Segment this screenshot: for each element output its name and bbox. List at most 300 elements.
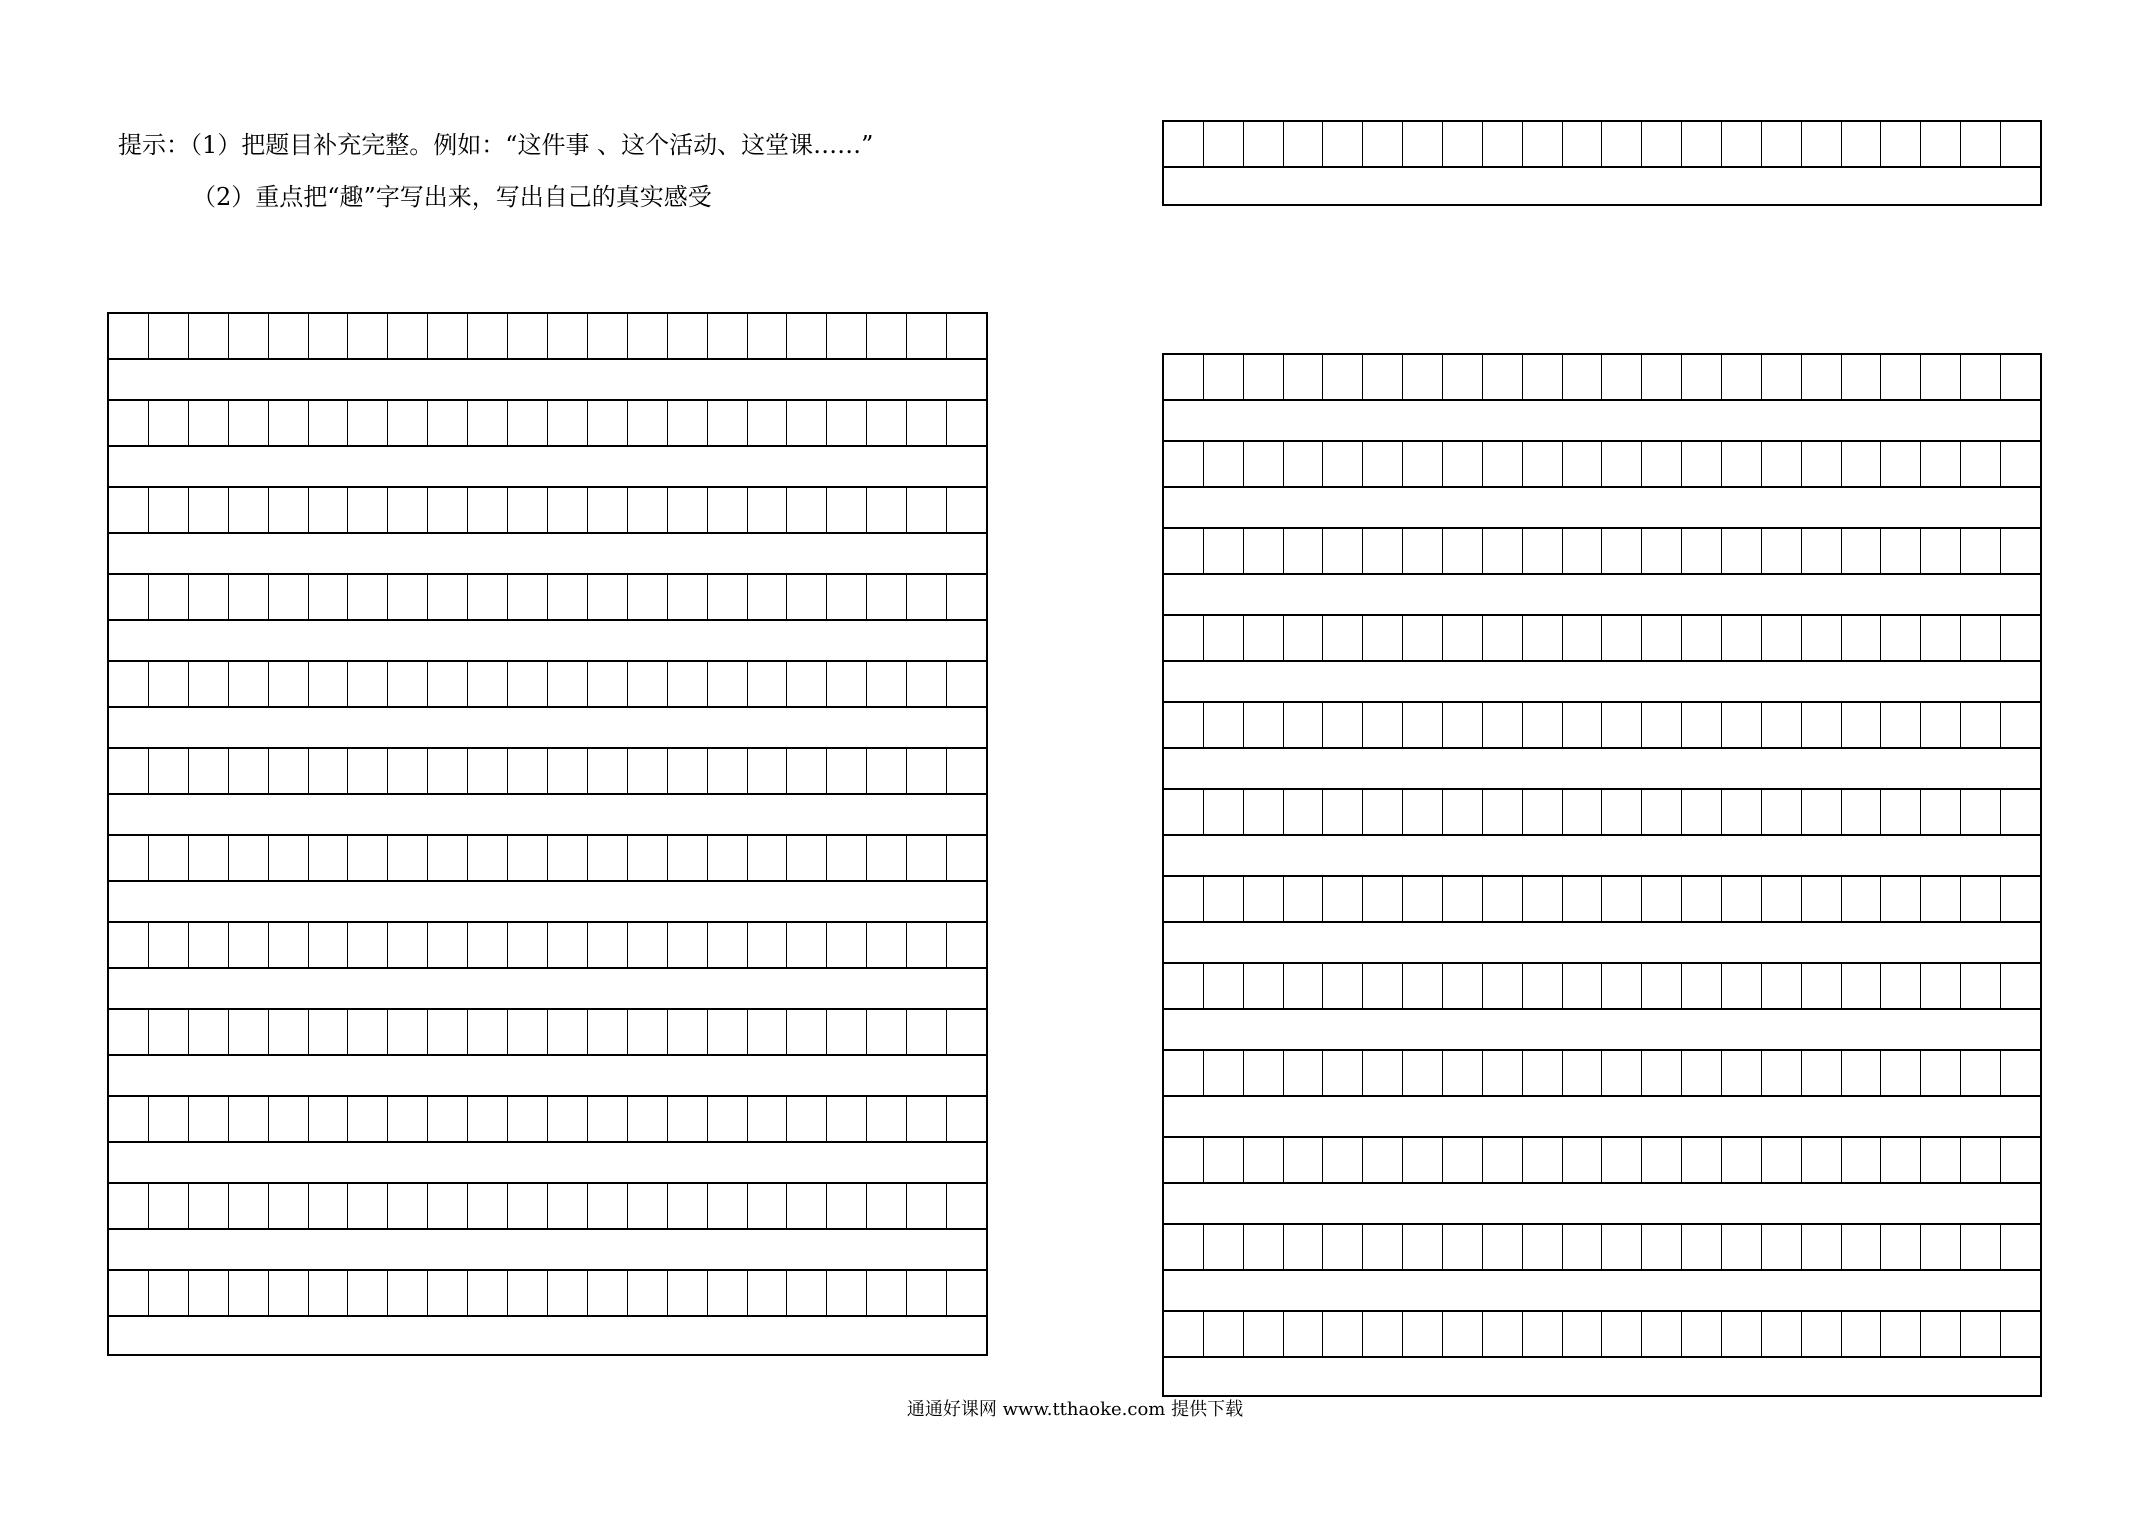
grid-cell — [1323, 442, 1363, 486]
grid-cell — [1523, 1138, 1563, 1182]
grid-cell — [149, 836, 189, 880]
grid-cell — [468, 1010, 508, 1054]
grid-cell — [588, 1010, 628, 1054]
grid-cell — [388, 1010, 428, 1054]
grid-cell — [1921, 1312, 1961, 1356]
grid-cell — [309, 1097, 349, 1141]
grid-cell — [428, 1184, 468, 1228]
grid-cell — [1563, 790, 1603, 834]
grid-cell — [388, 575, 428, 619]
grid-cell — [1204, 355, 1244, 399]
grid-cell — [1802, 1225, 1842, 1269]
grid-cell — [1722, 442, 1762, 486]
grid-cell — [1244, 703, 1284, 747]
grid-cell — [1403, 877, 1443, 921]
grid-cell — [1403, 1312, 1443, 1356]
grid-cell — [1363, 355, 1403, 399]
grid-cell — [1363, 877, 1403, 921]
grid-cell — [189, 488, 229, 532]
grid-cell — [1403, 703, 1443, 747]
grid-cell — [827, 401, 867, 445]
grid-cell — [1523, 122, 1563, 166]
grid-cell — [947, 1271, 986, 1315]
grid-cell — [1244, 1312, 1284, 1356]
grid-cell — [1323, 529, 1363, 573]
grid-cell — [947, 836, 986, 880]
grid-cell — [1244, 442, 1284, 486]
grid-cell — [588, 488, 628, 532]
grid-cell — [787, 1184, 827, 1228]
grid-cell — [1921, 442, 1961, 486]
grid-cell — [269, 749, 309, 793]
grid-cell — [508, 1184, 548, 1228]
grid-cell — [348, 923, 388, 967]
grid-cell — [149, 1010, 189, 1054]
grid-cell — [787, 662, 827, 706]
grid-cell — [1323, 616, 1363, 660]
grid-row — [107, 921, 988, 969]
grid-cell — [708, 836, 748, 880]
grid-cell — [309, 1184, 349, 1228]
grid-cell — [708, 923, 748, 967]
grid-cell — [1802, 1138, 1842, 1182]
grid-cell — [1921, 616, 1961, 660]
grid-cell — [229, 488, 269, 532]
grid-cell — [2001, 964, 2040, 1008]
grid-cell — [388, 1271, 428, 1315]
grid-spacer-row — [107, 447, 988, 486]
grid-cell — [2001, 122, 2040, 166]
grid-cell — [1204, 703, 1244, 747]
grid-cell — [1563, 703, 1603, 747]
grid-cell — [867, 749, 907, 793]
grid-cell — [229, 749, 269, 793]
writing-grid-right — [1162, 353, 2042, 1397]
grid-cell — [109, 662, 149, 706]
grid-cell — [1443, 442, 1483, 486]
grid-cell — [628, 1271, 668, 1315]
grid-cell — [628, 575, 668, 619]
grid-cell — [1881, 442, 1921, 486]
grid-cell — [947, 749, 986, 793]
grid-cell — [548, 488, 588, 532]
grid-cell — [269, 575, 309, 619]
grid-cell — [1244, 529, 1284, 573]
grid-cell — [309, 1010, 349, 1054]
grid-cell — [907, 923, 947, 967]
grid-cell — [668, 923, 708, 967]
grid-cell — [109, 923, 149, 967]
grid-cell — [1842, 355, 1882, 399]
grid-cell — [1204, 122, 1244, 166]
grid-cell — [708, 1184, 748, 1228]
grid-cell — [309, 923, 349, 967]
grid-cell — [189, 401, 229, 445]
grid-cell — [1722, 355, 1762, 399]
grid-cell — [189, 923, 229, 967]
grid-cell — [1802, 790, 1842, 834]
grid-cell — [348, 836, 388, 880]
grid-cell — [309, 836, 349, 880]
grid-cell — [1284, 616, 1324, 660]
grid-cell — [1762, 122, 1802, 166]
grid-cell — [1363, 442, 1403, 486]
grid-cell — [428, 575, 468, 619]
grid-cell — [1802, 964, 1842, 1008]
grid-cell — [1842, 790, 1882, 834]
grid-spacer-row — [107, 708, 988, 747]
grid-cell — [468, 314, 508, 358]
grid-cell — [1443, 964, 1483, 1008]
grid-cell — [748, 1010, 788, 1054]
grid-cell — [468, 1097, 508, 1141]
grid-cell — [1204, 964, 1244, 1008]
grid-cell — [1443, 355, 1483, 399]
grid-cell — [1602, 1225, 1642, 1269]
grid-cell — [867, 1097, 907, 1141]
grid-cell — [1682, 1225, 1722, 1269]
grid-cell — [907, 314, 947, 358]
grid-cell — [1403, 790, 1443, 834]
grid-cell — [149, 314, 189, 358]
grid-cell — [548, 836, 588, 880]
grid-cell — [1563, 877, 1603, 921]
grid-cell — [428, 749, 468, 793]
grid-cell — [1284, 703, 1324, 747]
grid-cell — [1403, 1225, 1443, 1269]
grid-cell — [947, 314, 986, 358]
grid-cell — [309, 488, 349, 532]
grid-cell — [548, 749, 588, 793]
grid-cell — [1642, 355, 1682, 399]
grid-cell — [548, 575, 588, 619]
grid-cell — [1961, 964, 2001, 1008]
grid-cell — [1921, 355, 1961, 399]
grid-cell — [668, 1097, 708, 1141]
grid-cell — [1483, 355, 1523, 399]
grid-cell — [1762, 529, 1802, 573]
grid-cell — [1762, 703, 1802, 747]
grid-cell — [787, 923, 827, 967]
grid-cell — [109, 401, 149, 445]
grid-cell — [1563, 122, 1603, 166]
grid-cell — [668, 836, 708, 880]
grid-cell — [1682, 616, 1722, 660]
grid-cell — [867, 923, 907, 967]
grid-spacer-row — [107, 882, 988, 921]
grid-cell — [708, 1271, 748, 1315]
grid-cell — [827, 749, 867, 793]
grid-cell — [1842, 616, 1882, 660]
grid-cell — [348, 1097, 388, 1141]
grid-cell — [428, 662, 468, 706]
grid-cell — [907, 575, 947, 619]
grid-cell — [388, 401, 428, 445]
grid-cell — [1523, 790, 1563, 834]
grid-cell — [508, 1271, 548, 1315]
grid-cell — [1204, 1051, 1244, 1095]
grid-row — [1162, 353, 2042, 401]
grid-cell — [1483, 877, 1523, 921]
grid-cell — [1842, 1312, 1882, 1356]
grid-cell — [189, 662, 229, 706]
grid-cell — [1563, 1225, 1603, 1269]
grid-cell — [827, 488, 867, 532]
grid-cell — [229, 1184, 269, 1228]
grid-cell — [1403, 442, 1443, 486]
hint-line-1: 提示：（1）把题目补充完整。例如：“这件事 、这个活动、这堂课……” — [118, 131, 874, 159]
grid-cell — [588, 1271, 628, 1315]
grid-cell — [827, 923, 867, 967]
grid-cell — [1921, 703, 1961, 747]
grid-cell — [1523, 616, 1563, 660]
grid-cell — [1284, 1051, 1324, 1095]
grid-cell — [1802, 877, 1842, 921]
grid-cell — [1881, 703, 1921, 747]
grid-cell — [1881, 122, 1921, 166]
grid-cell — [708, 401, 748, 445]
grid-cell — [229, 923, 269, 967]
grid-row — [107, 573, 988, 621]
grid-cell — [1642, 1225, 1682, 1269]
grid-cell — [827, 1271, 867, 1315]
grid-cell — [1602, 442, 1642, 486]
grid-cell — [1682, 703, 1722, 747]
grid-cell — [2001, 442, 2040, 486]
grid-spacer-row — [107, 1230, 988, 1269]
grid-cell — [548, 662, 588, 706]
grid-cell — [1642, 442, 1682, 486]
grid-cell — [1483, 790, 1523, 834]
grid-cell — [1602, 122, 1642, 166]
grid-cell — [1244, 1225, 1284, 1269]
grid-cell — [1244, 122, 1284, 166]
grid-cell — [1762, 877, 1802, 921]
grid-cell — [2001, 1225, 2040, 1269]
grid-cell — [468, 923, 508, 967]
grid-cell — [668, 1010, 708, 1054]
grid-cell — [1323, 1051, 1363, 1095]
grid-cell — [787, 1010, 827, 1054]
grid-cell — [748, 314, 788, 358]
grid-cell — [588, 749, 628, 793]
grid-cell — [508, 401, 548, 445]
grid-cell — [1602, 964, 1642, 1008]
grid-spacer-row — [1162, 488, 2042, 527]
grid-spacer-row — [107, 360, 988, 399]
grid-cell — [1842, 122, 1882, 166]
grid-cell — [468, 575, 508, 619]
grid-cell — [1164, 616, 1204, 660]
grid-cell — [668, 314, 708, 358]
grid-row — [1162, 788, 2042, 836]
grid-cell — [1961, 1225, 2001, 1269]
grid-cell — [1443, 1051, 1483, 1095]
grid-cell — [1323, 964, 1363, 1008]
grid-cell — [2001, 877, 2040, 921]
grid-cell — [1842, 877, 1882, 921]
grid-cell — [149, 662, 189, 706]
grid-cell — [628, 401, 668, 445]
grid-cell — [348, 314, 388, 358]
grid-cell — [1284, 964, 1324, 1008]
grid-cell — [947, 488, 986, 532]
grid-row — [107, 747, 988, 795]
grid-cell — [867, 1010, 907, 1054]
grid-cell — [748, 662, 788, 706]
grid-row — [107, 1008, 988, 1056]
grid-cell — [1642, 1138, 1682, 1182]
grid-cell — [1921, 122, 1961, 166]
grid-spacer-row — [1162, 1358, 2042, 1397]
grid-cell — [1762, 355, 1802, 399]
grid-cell — [1802, 355, 1842, 399]
grid-cell — [907, 662, 947, 706]
grid-cell — [907, 749, 947, 793]
grid-cell — [907, 1010, 947, 1054]
grid-cell — [508, 1010, 548, 1054]
grid-row — [1162, 440, 2042, 488]
grid-cell — [548, 1097, 588, 1141]
grid-cell — [548, 1184, 588, 1228]
grid-cell — [1403, 529, 1443, 573]
grid-cell — [1881, 964, 1921, 1008]
grid-cell — [1682, 964, 1722, 1008]
grid-cell — [1284, 529, 1324, 573]
grid-cell — [428, 836, 468, 880]
grid-cell — [229, 401, 269, 445]
grid-cell — [1403, 1138, 1443, 1182]
grid-cell — [827, 836, 867, 880]
grid-cell — [1164, 703, 1204, 747]
grid-cell — [1284, 355, 1324, 399]
grid-row — [107, 312, 988, 360]
grid-cell — [1642, 703, 1682, 747]
grid-cell — [1961, 616, 2001, 660]
grid-cell — [1363, 1312, 1403, 1356]
grid-cell — [269, 1271, 309, 1315]
grid-cell — [907, 1271, 947, 1315]
grid-cell — [867, 1184, 907, 1228]
grid-cell — [1483, 1225, 1523, 1269]
grid-cell — [1403, 122, 1443, 166]
grid-cell — [1602, 616, 1642, 660]
grid-cell — [1961, 1051, 2001, 1095]
grid-cell — [388, 1184, 428, 1228]
grid-cell — [1642, 877, 1682, 921]
grid-cell — [1602, 529, 1642, 573]
grid-cell — [1842, 964, 1882, 1008]
grid-cell — [1722, 1138, 1762, 1182]
grid-cell — [468, 836, 508, 880]
grid-cell — [1244, 877, 1284, 921]
grid-spacer-row — [1162, 1184, 2042, 1223]
grid-cell — [1881, 355, 1921, 399]
grid-cell — [1842, 529, 1882, 573]
grid-spacer-row — [107, 534, 988, 573]
grid-cell — [109, 749, 149, 793]
grid-cell — [1323, 355, 1363, 399]
grid-cell — [1284, 1312, 1324, 1356]
grid-cell — [1523, 1225, 1563, 1269]
grid-cell — [1204, 1225, 1244, 1269]
grid-cell — [1164, 442, 1204, 486]
grid-cell — [628, 1097, 668, 1141]
grid-cell — [548, 1010, 588, 1054]
grid-cell — [1443, 1225, 1483, 1269]
grid-cell — [229, 836, 269, 880]
grid-row — [1162, 962, 2042, 1010]
grid-cell — [1244, 790, 1284, 834]
grid-cell — [1443, 703, 1483, 747]
grid-cell — [588, 314, 628, 358]
grid-cell — [1722, 616, 1762, 660]
grid-cell — [867, 314, 907, 358]
grid-cell — [2001, 1138, 2040, 1182]
grid-cell — [907, 401, 947, 445]
grid-cell — [1284, 1225, 1324, 1269]
grid-cell — [388, 923, 428, 967]
grid-cell — [1802, 1051, 1842, 1095]
grid-cell — [588, 662, 628, 706]
grid-cell — [428, 1010, 468, 1054]
grid-cell — [827, 1097, 867, 1141]
grid-cell — [787, 314, 827, 358]
grid-cell — [269, 1010, 309, 1054]
grid-cell — [189, 314, 229, 358]
grid-cell — [508, 836, 548, 880]
grid-cell — [269, 1097, 309, 1141]
grid-cell — [348, 488, 388, 532]
grid-cell — [1443, 1312, 1483, 1356]
grid-cell — [748, 401, 788, 445]
grid-cell — [1881, 1225, 1921, 1269]
grid-cell — [1682, 790, 1722, 834]
grid-row — [1162, 701, 2042, 749]
grid-row — [107, 486, 988, 534]
grid-cell — [1443, 529, 1483, 573]
grid-cell — [1563, 964, 1603, 1008]
grid-cell — [1363, 616, 1403, 660]
grid-cell — [1164, 122, 1204, 166]
grid-cell — [348, 1010, 388, 1054]
grid-cell — [1722, 790, 1762, 834]
grid-cell — [109, 1271, 149, 1315]
grid-cell — [1483, 964, 1523, 1008]
grid-cell — [1284, 790, 1324, 834]
grid-cell — [1403, 355, 1443, 399]
grid-cell — [1483, 616, 1523, 660]
grid-cell — [588, 1097, 628, 1141]
grid-cell — [867, 836, 907, 880]
grid-cell — [1961, 1138, 2001, 1182]
grid-cell — [588, 1184, 628, 1228]
grid-cell — [708, 1097, 748, 1141]
grid-cell — [748, 1097, 788, 1141]
grid-cell — [1602, 1312, 1642, 1356]
grid-spacer-row — [107, 1317, 988, 1356]
grid-row — [1162, 527, 2042, 575]
grid-cell — [1921, 964, 1961, 1008]
grid-cell — [508, 1097, 548, 1141]
grid-spacer-row — [107, 795, 988, 834]
grid-spacer-row — [1162, 1271, 2042, 1310]
grid-cell — [149, 1097, 189, 1141]
grid-cell — [867, 575, 907, 619]
grid-cell — [1523, 964, 1563, 1008]
grid-cell — [189, 1010, 229, 1054]
grid-cell — [189, 1184, 229, 1228]
